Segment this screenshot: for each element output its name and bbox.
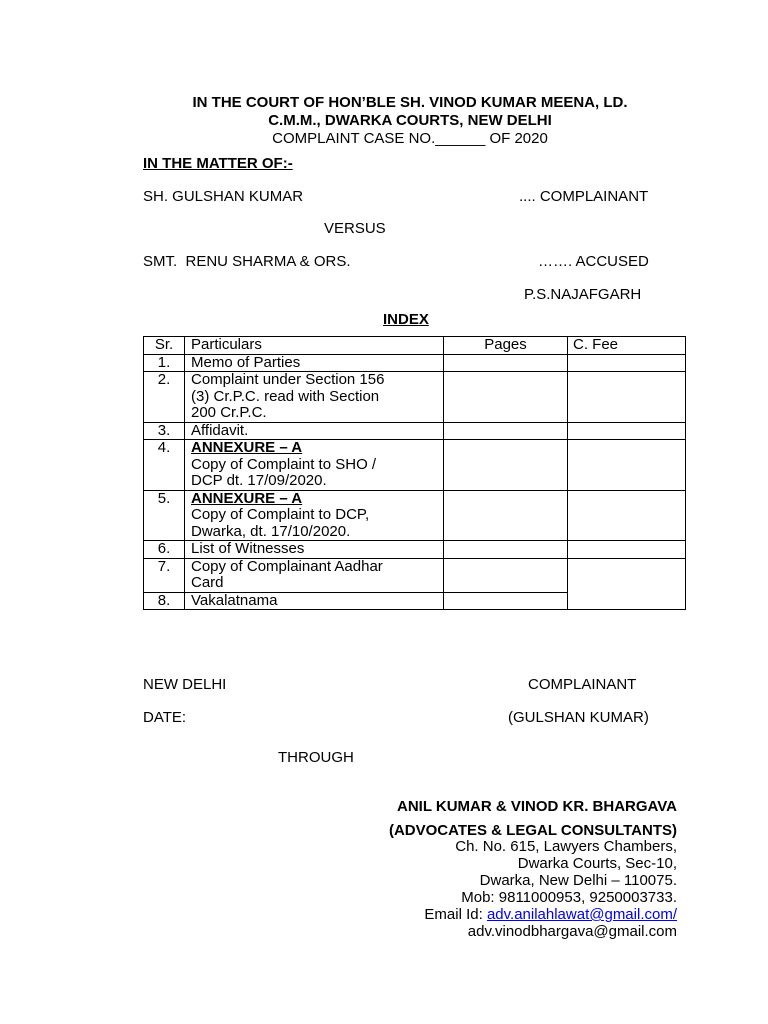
row-serial: 1. xyxy=(144,354,185,372)
annexure-label: ANNEXURE – A xyxy=(191,439,303,456)
row-pages xyxy=(444,541,568,559)
court-title-line-1: IN THE COURT OF HON’BLE SH. VINOD KUMAR MEENA, LD. xyxy=(192,94,628,111)
table-row xyxy=(144,354,686,372)
row-pages xyxy=(444,558,568,592)
row-pages xyxy=(444,592,568,610)
particulars-line: Dwarka, dt. 17/10/2020. xyxy=(191,522,351,540)
complainant-name: SH. GULSHAN KUMAR xyxy=(143,188,304,205)
particulars-line: 200 Cr.P.C. xyxy=(191,404,267,421)
particulars-line: Card xyxy=(191,574,224,591)
row-particulars xyxy=(185,541,444,559)
particulars-line: Vakalatnama xyxy=(191,591,278,609)
row-pages xyxy=(444,354,568,372)
versus-label: VERSUS xyxy=(324,220,386,237)
particulars-line: Memo of Parties xyxy=(191,353,301,371)
email-2: adv.vinodbhargava@gmail.com xyxy=(467,923,677,940)
table-row xyxy=(144,422,686,440)
signatory-name: (GULSHAN KUMAR) xyxy=(508,709,649,726)
col-header-court-fee: C. Fee xyxy=(568,337,686,355)
row-particulars xyxy=(185,592,444,610)
email-link-1[interactable]: adv.anilahlawat@gmail.com/ xyxy=(486,906,677,923)
particulars-line: DCP dt. 17/09/2020. xyxy=(191,472,327,489)
matter-heading: IN THE MATTER OF:- xyxy=(143,155,293,172)
row-particulars xyxy=(185,422,444,440)
row-serial: 5. xyxy=(144,490,185,541)
row-particulars xyxy=(185,354,444,372)
annexure-label: ANNEXURE – A xyxy=(191,489,303,507)
address-line-2: Dwarka Courts, Sec-10, xyxy=(517,855,677,872)
row-pages xyxy=(444,490,568,541)
row-serial: 2. xyxy=(144,372,185,423)
index-header-row xyxy=(144,337,686,355)
row-serial: 4. xyxy=(144,440,185,491)
table-row xyxy=(144,541,686,559)
particulars-line: Affidavit. xyxy=(191,421,249,439)
row-particulars xyxy=(185,558,444,592)
row-particulars xyxy=(185,440,444,491)
row-pages xyxy=(444,440,568,491)
table-row xyxy=(144,558,686,592)
address-line-1: Ch. No. 615, Lawyers Chambers, xyxy=(455,838,677,855)
index-table xyxy=(143,336,686,610)
row-pages xyxy=(444,372,568,423)
accused-role: ……. ACCUSED xyxy=(538,253,649,270)
particulars-line: Copy of Complaint to SHO / xyxy=(191,455,377,473)
row-serial: 6. xyxy=(144,541,185,559)
row-particulars xyxy=(185,372,444,423)
row-court-fee-merged xyxy=(568,558,686,610)
particulars-line: Copy of Complainant Aadhar xyxy=(191,557,383,575)
case-number-line: COMPLAINT CASE NO.______ OF 2020 xyxy=(272,130,548,147)
advocates-name: ANIL KUMAR & VINOD KR. BHARGAVA xyxy=(397,798,677,815)
particulars-line: Complaint under Section 156 xyxy=(191,371,385,388)
table-row xyxy=(144,440,686,491)
particulars-line: (3) Cr.P.C. read with Section xyxy=(191,387,380,405)
signatory-role: COMPLAINANT xyxy=(528,676,637,693)
row-court-fee xyxy=(568,354,686,372)
particulars-line: List of Witnesses xyxy=(191,540,305,557)
row-court-fee xyxy=(568,372,686,423)
row-serial: 8. xyxy=(144,592,185,610)
police-station: P.S.NAJAFGARH xyxy=(524,286,642,303)
email-line xyxy=(424,906,677,924)
row-serial: 3. xyxy=(144,422,185,440)
complainant-role: .... COMPLAINANT xyxy=(519,188,649,205)
through-label: THROUGH xyxy=(278,749,354,766)
date-label: DATE: xyxy=(143,709,187,726)
row-court-fee xyxy=(568,422,686,440)
address-line-3: Dwarka, New Delhi – 110075. xyxy=(479,872,677,889)
place-label: NEW DELHI xyxy=(143,676,227,693)
table-row xyxy=(144,490,686,541)
advocates-title: (ADVOCATES & LEGAL CONSULTANTS) xyxy=(388,822,677,839)
accused-name: SMT. RENU SHARMA & ORS. xyxy=(143,253,351,270)
row-pages xyxy=(444,422,568,440)
row-court-fee xyxy=(568,490,686,541)
row-particulars xyxy=(185,490,444,541)
col-header-sr: Sr. xyxy=(144,337,185,355)
mobile-numbers: Mob: 9811000953, 9250003733. xyxy=(461,889,677,906)
col-header-particulars: Particulars xyxy=(185,337,444,355)
row-court-fee xyxy=(568,440,686,491)
court-title-line-2: C.M.M., DWARKA COURTS, NEW DELHI xyxy=(268,112,552,129)
particulars-line: Copy of Complaint to DCP, xyxy=(191,506,370,523)
email-label: Email Id: xyxy=(424,906,487,923)
row-court-fee xyxy=(568,541,686,559)
index-title: INDEX xyxy=(383,311,429,328)
col-header-pages: Pages xyxy=(444,337,568,355)
table-row xyxy=(144,372,686,423)
row-serial: 7. xyxy=(144,558,185,592)
